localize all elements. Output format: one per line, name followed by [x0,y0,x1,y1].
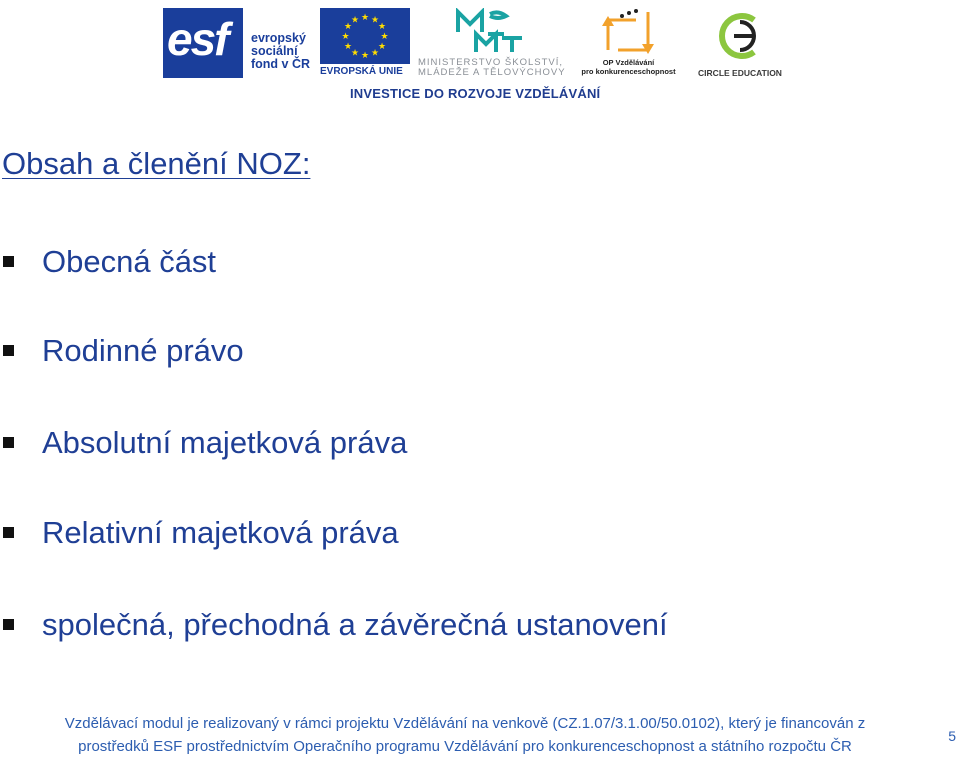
svg-text:★: ★ [360,13,370,23]
op-logo-text [576,58,681,76]
op-line-2: pro konkurenceschopnost [581,67,676,76]
square-bullet-icon [3,256,14,267]
op-mark-icon [596,6,660,56]
footer [0,712,960,759]
slide-title: Obsah a členění NOZ: [2,146,311,181]
msmt-logo [418,8,578,78]
bullet-item [0,513,900,553]
eu-flag-icon [320,8,410,64]
bullet-text: Obecná část [42,244,217,279]
bullet-text: společná, přechodná a závěrečná ustanovení [42,607,668,642]
square-bullet-icon [3,345,14,356]
svg-text:★: ★ [341,32,350,42]
svg-text:★: ★ [380,32,389,42]
square-bullet-icon [3,437,14,448]
svg-text:★: ★ [343,42,353,52]
eu-logo-label: EVROPSKÁ UNIE [320,66,403,77]
footer-line-1: Vzdělávací modul je realizovaný v rámci projektu Vzdělávání na venkově (CZ.1.07/3.1.00/50.0102), který je financován z [64,715,866,732]
bullet-item [0,331,900,371]
op-logo [576,6,681,78]
bullet-text: Relativní majetková práva [42,515,399,550]
esf-line-2: sociální [251,44,298,58]
bullet-text: Absolutní majetková práva [42,425,408,460]
page-number: 5 [948,728,956,744]
esf-logo-text [251,32,310,71]
msmt-logo-text [418,58,566,78]
esf-line-1: evropský [251,31,306,45]
svg-text:★: ★ [370,48,380,59]
esf-logo-letters: esf [167,13,228,65]
square-bullet-icon [3,527,14,538]
bullet-item [0,605,900,645]
bullet-item [0,242,900,282]
svg-text:★: ★ [370,15,380,26]
msmt-mark-icon [454,8,534,54]
eu-logo [320,8,410,78]
bullet-text: Rodinné právo [42,333,244,368]
circle-mark-icon [714,10,766,62]
svg-text:★: ★ [343,22,353,32]
investice-tagline: INVESTICE DO ROZVOJE VZDĚLÁVÁNÍ [350,86,601,101]
svg-text:★: ★ [350,15,360,26]
esf-logo-mark [163,8,243,78]
footer-line-2: prostředků ESF prostřednictvím Operačního programu Vzdělávání pro konkurenceschopnost a státního rozpočtu ČR [78,738,852,755]
svg-text:★: ★ [377,22,387,32]
op-line-1: OP Vzdělávání [602,58,655,67]
svg-text:★: ★ [360,51,370,61]
svg-text:★: ★ [350,48,360,59]
circle-education-logo [690,10,790,78]
esf-logo [163,8,315,78]
msmt-line-2: MLÁDEŽE A TĚLOVÝCHOVY [418,67,566,78]
circle-education-label: CIRCLE EDUCATION [698,68,782,78]
bullet-item [0,423,900,463]
svg-text:★: ★ [377,42,387,52]
square-bullet-icon [3,619,14,630]
esf-line-3: fond v ČR [251,57,311,71]
msmt-line-1: MINISTERSTVO ŠKOLSTVÍ, [418,57,563,68]
footer-text [0,712,930,758]
logo-bar [0,0,960,110]
